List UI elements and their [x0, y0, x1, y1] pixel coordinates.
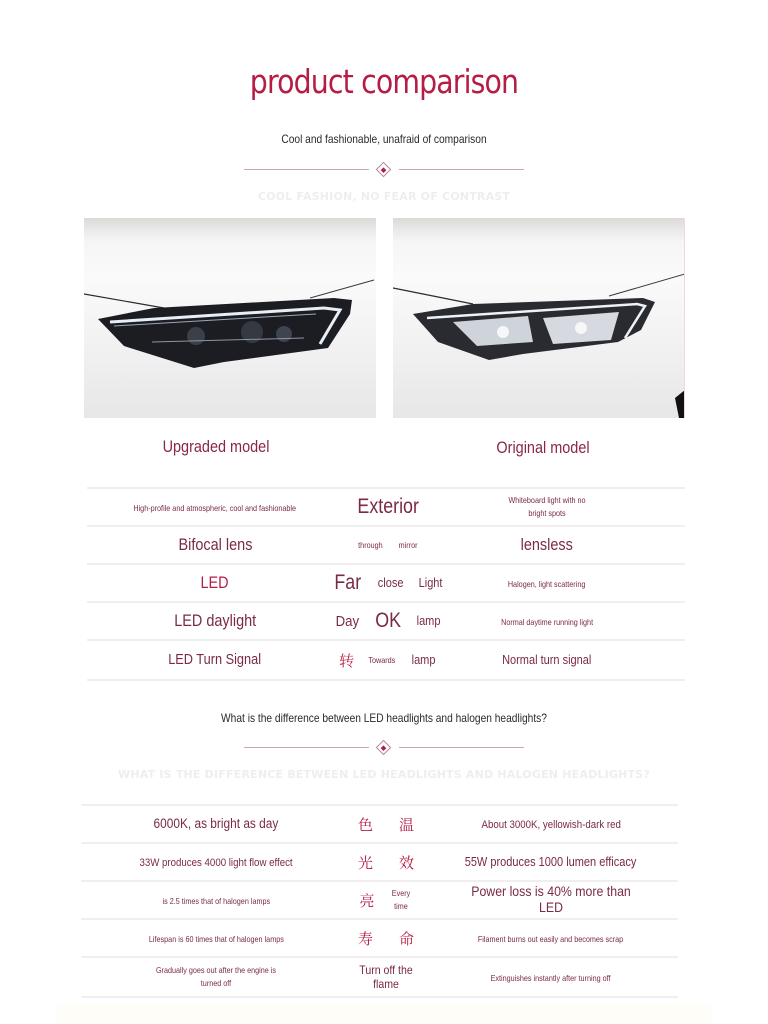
led-value: 33W produces 4000 light flow effect [139, 857, 293, 869]
led-value: 6000K, as bright as day [153, 816, 279, 831]
feature-word: 转 [339, 651, 355, 670]
feature-word: Far [334, 571, 362, 594]
metric-word: Every time [391, 888, 410, 911]
original-value: Whiteboard light with no bright spots [508, 494, 586, 518]
section-question: What is the difference between LED headlights and halogen headlights? [221, 711, 547, 725]
upgraded-headlight-photo [84, 218, 376, 418]
led-value: Lifespan is 60 times that of halogen lamps [148, 934, 284, 944]
divider-line [244, 169, 369, 170]
metric-char: 温 [399, 815, 415, 834]
diamond-icon [376, 162, 392, 178]
ornamental-divider [244, 163, 524, 177]
original-value: Halogen, light scattering [508, 579, 586, 589]
original-value: Normal daytime running light [501, 617, 593, 627]
original-headlight-photo [393, 218, 685, 418]
feature-word: Light [418, 576, 443, 590]
upgraded-value: LED [200, 573, 230, 592]
halogen-value: Extinguishes instantly after turning off [491, 973, 611, 983]
table-row [81, 842, 678, 880]
led-value: is 2.5 times that of halogen lamps [162, 896, 270, 906]
page-subtitle: Cool and fashionable, unafraid of comparison [281, 132, 487, 146]
ghost-caption: WHAT IS THE DIFFERENCE BETWEEN LED HEADLIGHTS AND HALOGEN HEADLIGHTS? [118, 768, 650, 781]
divider-line [399, 169, 524, 170]
feature-comparison-table [87, 487, 685, 681]
table-row [87, 525, 685, 563]
table-row [81, 918, 678, 956]
feature-word: Day [335, 612, 360, 630]
halogen-value: Power loss is 40% more than LED [471, 883, 631, 915]
metric-word: Turn off the flame [359, 963, 413, 991]
metric-char: 光 [357, 853, 373, 872]
metric-char: 效 [399, 853, 415, 872]
feature-word: lamp [416, 614, 441, 628]
feature-word: mirror [398, 539, 418, 550]
table-row [81, 880, 678, 918]
upgraded-value: High-profile and atmospheric, cool and fashionable [133, 503, 297, 513]
metric-char: 色 [357, 815, 373, 834]
feature-word: through [358, 539, 384, 550]
original-value: Normal turn signal [502, 653, 592, 667]
table-row [87, 563, 685, 601]
original-model-label: Original model [496, 438, 590, 457]
led-value: Gradually goes out after the engine is turned off [155, 964, 277, 988]
ghost-caption: COOL FASHION, NO FEAR OF CONTRAST [257, 190, 511, 203]
halogen-value: 55W produces 1000 lumen efficacy [465, 855, 637, 869]
diamond-icon [376, 740, 392, 756]
ornamental-divider [244, 741, 524, 755]
divider-line [399, 747, 524, 748]
footer-band [56, 1004, 712, 1024]
led-headlight-image [84, 218, 376, 418]
original-value: lensless [520, 535, 574, 554]
table-row [81, 956, 678, 998]
metric-char: 寿 [357, 929, 373, 948]
feature-word: OK [374, 609, 401, 632]
upgraded-model-label: Upgraded model [162, 437, 270, 456]
upgraded-value: LED Turn Signal [168, 651, 262, 668]
table-row [87, 487, 685, 525]
halogen-value: About 3000K, yellowish-dark red [481, 819, 621, 831]
feature-word: close [377, 576, 404, 590]
led-vs-halogen-table [81, 804, 678, 998]
feature-word: lamp [411, 653, 436, 667]
table-row [81, 804, 678, 842]
halogen-headlight-image [393, 218, 685, 418]
feature-word: Towards [368, 654, 396, 665]
table-row [87, 639, 685, 681]
upgraded-value: LED daylight [174, 611, 256, 630]
upgraded-value: Bifocal lens [178, 535, 252, 554]
table-row [87, 601, 685, 639]
page-title: product comparison [249, 62, 519, 101]
metric-char: 命 [399, 929, 415, 948]
divider-line [244, 747, 369, 748]
feature-name: Exterior [357, 495, 419, 518]
halogen-value: Filament burns out easily and becomes scrap [478, 934, 624, 944]
metric-char: 亮 [359, 891, 375, 910]
